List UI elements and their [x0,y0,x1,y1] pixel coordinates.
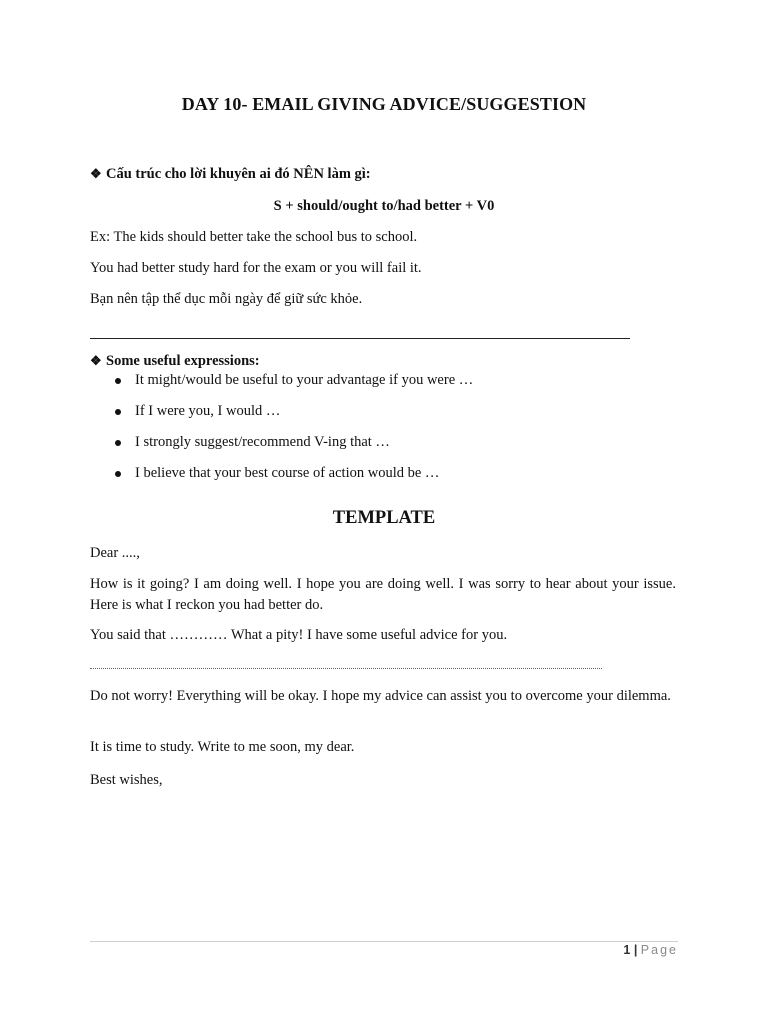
letter-paragraph-2: You said that ………… What a pity! I have some useful advice for you. [90,627,508,643]
footer-divider [90,941,678,942]
bullet-dot-icon [115,378,121,384]
section-divider [90,338,630,339]
page-label: Page [640,943,678,957]
example-line-2: You had better study hard for the exam or you will fail it. [90,260,422,276]
list-item-text: I believe that your best course of action would be … [135,465,440,481]
list-item-text: I strongly suggest/recommend V-ing that … [135,434,390,450]
example-line-3: Bạn nên tập thể dục mỗi ngày để giữ sức khỏe. [90,291,363,307]
structure-formula: S + should/ought to/had better + V0 [273,198,495,214]
list-item [115,465,473,496]
bullet-dot-icon [115,471,121,477]
page-title: DAY 10- EMAIL GIVING ADVICE/SUGGESTION [181,94,587,114]
bullet-dot-icon [115,440,121,446]
letter-closing: Best wishes, [90,772,163,788]
structure-heading [90,166,371,183]
bullet-dot-icon [115,409,121,415]
expressions-list [115,372,473,496]
expressions-heading-text: Some useful expressions: [106,353,260,369]
diamond-bullet-icon: ❖ [90,166,102,181]
list-item-text: If I were you, I would … [135,403,281,419]
list-item [115,434,473,465]
expressions-heading [90,353,260,370]
letter-paragraph-1: How is it going? I am doing well. I hope you are doing well. I was sorry to hear about your issue. Here is what I reckon you had better do. [90,576,676,613]
dotted-placeholder-line [90,668,602,669]
page-number: 1 [623,943,631,957]
diamond-bullet-icon: ❖ [90,353,102,368]
letter-greeting: Dear ...., [90,545,140,561]
list-item [115,403,473,434]
list-item-text: It might/would be useful to your advantage if you were … [135,372,474,388]
list-item [115,372,473,403]
structure-heading-text: Cấu trúc cho lời khuyên ai đó NÊN làm gì: [106,166,371,182]
page-footer [623,943,678,957]
footer-separator: | [633,943,638,957]
template-heading: TEMPLATE [332,508,436,528]
letter-paragraph-3: Do not worry! Everything will be okay. I hope my advice can assist you to overcome your dilemma. [90,688,671,704]
letter-paragraph-4: It is time to study. Write to me soon, my dear. [90,739,355,755]
example-line-1: Ex: The kids should better take the school bus to school. [90,229,418,245]
